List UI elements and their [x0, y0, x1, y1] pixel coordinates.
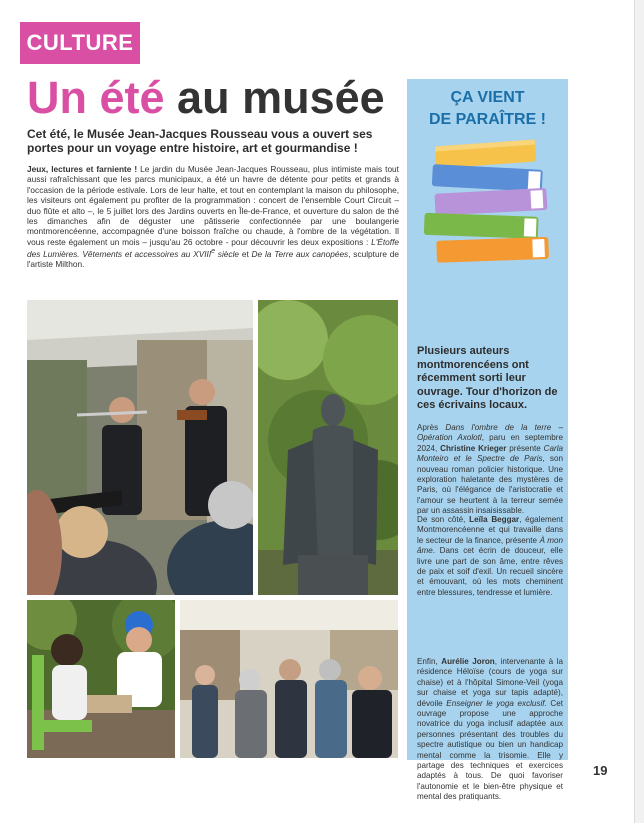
- section-tag: [20, 22, 140, 64]
- exhibition-1-end: siècle: [215, 249, 240, 260]
- p1-text-b: , paru en septembre 2024,: [417, 433, 563, 453]
- page-edge: [634, 0, 644, 823]
- sidebar-paragraph-3: [417, 657, 563, 803]
- title-highlight: Un été: [27, 72, 165, 123]
- p1-text-c: présente: [506, 443, 544, 453]
- p1-text-d: , son nouveau roman policier historique. Une exploration haletante des mystères de Paris, où l'élégance de l'aristocratie et l'amour se heurtent à la terreur semée par un assassin insaisissable.: [417, 454, 563, 516]
- article-title: [27, 66, 407, 130]
- p3-text-a: Enfin,: [417, 657, 442, 666]
- sidebar-lead: Plusieurs auteurs montmorencéens ont récemment sorti leur ouvrage. Tour d'horizon de ces écrivains locaux.: [417, 345, 558, 412]
- books-stack-icon: [417, 139, 557, 267]
- p3-text-b: , intervenante à la résidence Héloïse (cours de yoga sur chaise) et à l'hôpital Simone-Veil (yoga sur chaise et yoga sur tapis adapté), dévoile: [417, 657, 564, 708]
- exhibition-1-sup: e: [211, 248, 216, 256]
- section-tag-label: CULTURE: [26, 30, 134, 55]
- sidebar-title-line2: DE PARAÎTRE !: [428, 111, 547, 128]
- body-and: et: [239, 249, 252, 260]
- photo-sculpture: [258, 300, 398, 595]
- p1-author: Christine Krieger: [440, 443, 507, 453]
- p1-book-1: Dans l'ombre de la terre – Opération Axolotl: [417, 423, 563, 443]
- new-releases-sidebar: [407, 79, 568, 802]
- photo-visitors-exhibition: [180, 600, 398, 758]
- p2-book: À mon âme: [417, 535, 563, 556]
- p2-text-c: . Dans cet écrin de douceur, elle livre une part de son âme, entre rêves de paix et soif d'exil. Un recueil sincère et émouvant, où les mots cheminent entre blessures, tendresse et lumière.: [417, 546, 563, 597]
- title-rest: au musée: [177, 72, 385, 123]
- exhibition-1-title: L'Étoffe des Lumières. Vêtements et accessoires au XVIII: [27, 236, 399, 260]
- p1-book-2: Carla Monteiro et le Spectre de Paris: [417, 443, 563, 464]
- photo-concert-duo: [27, 300, 253, 595]
- sidebar-paragraph-1: [417, 423, 563, 517]
- p3-text-c: . Cet ouvrage propose une approche novatrice du yoga inclusif adaptée aux personnes présentant des troubles du spectre autistique ou bien un handicap mental comme la trisomie. Elle y partage des techniques et exercices adaptés à tous. De quoi favoriser l'autonomie et le bien-être physique et mental des pratiquants.: [417, 698, 564, 802]
- sidebar-paragraph-2: [417, 515, 563, 598]
- body-lead: Jeux, lectures et farniente !: [27, 164, 138, 174]
- p2-text-a: De son côté,: [417, 515, 470, 524]
- body-text: Le jardin du Musée Jean-Jacques Rousseau, plus intimiste mais tout aussi rafraîchissant que les parcs municipaux, a été un havre de détente pour petits et grands à l'occasion de la période estivale. Lors de leur halte, et tout en contemplant la maison du philosophe, les visiteurs ont également pu profiter de la programmation : concert de l'ensemble Court Circuit – duo flûte et alto –, le 5 juillet lors des Jardins ouverts en Île-de-France, et ouverture du salon de thé les dimanches afin de déguster une pâtisserie confectionnée par une boulangerie montmorencéenne, accompagnée d'une boisson fraîche ou chaude, à l'ombre de la végétation. Il vous reste également un mois – jusqu'au 26 octobre - pour découvrir les deux expositions :: [27, 164, 399, 247]
- photo-children-garden: [27, 600, 175, 758]
- page-number: 19: [593, 763, 608, 778]
- p2-text-b: , également Montmorencéenne et qui travaille dans le secteur de la finance, présente: [417, 515, 563, 545]
- p1-text-a: Après: [417, 423, 446, 432]
- article-body: [27, 164, 399, 270]
- p3-book: Enseigner le yoga exclusif: [446, 698, 545, 708]
- article-intro: Cet été, le Musée Jean-Jacques Rousseau vous a ouvert ses portes pour un voyage entre histoire, art et gourmandise !: [27, 127, 373, 155]
- p3-author: Aurélie Joron: [441, 657, 495, 666]
- exhibition-2: De la Terre aux canopées: [251, 249, 349, 260]
- sidebar-title: [407, 87, 568, 131]
- p2-author: Leïla Beggar: [469, 515, 520, 524]
- body-end: , sculpture de l'artiste Milthon.: [27, 249, 399, 270]
- sidebar-title-line1: ÇA VIENT: [450, 89, 525, 106]
